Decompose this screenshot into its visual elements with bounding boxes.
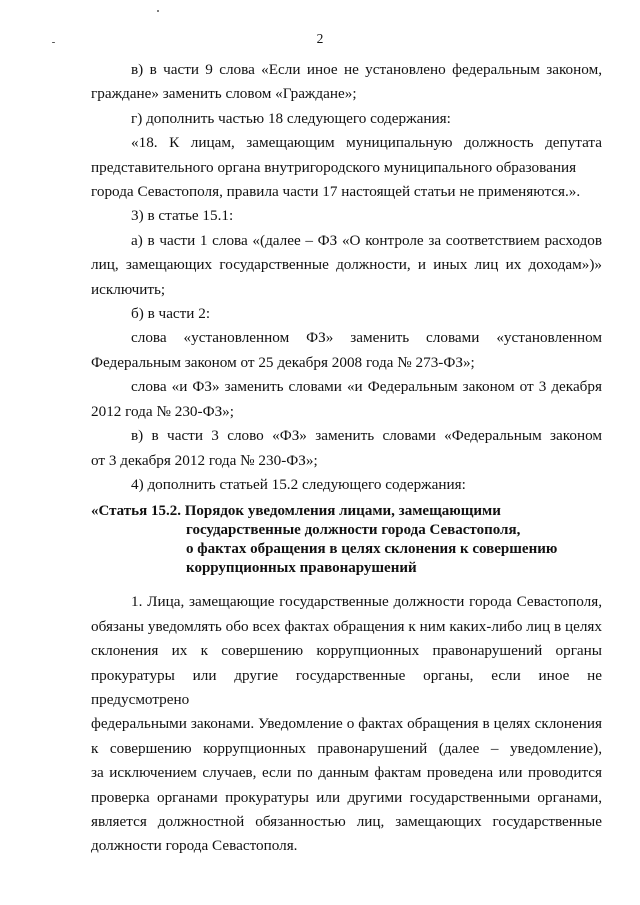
text-line xyxy=(91,737,602,761)
text-line: «18. К лицам, замещающим муниципальную должность депутата xyxy=(131,134,602,152)
text-line: обязаны уведомлять обо всех фактах обращения к ним каких-либо лиц в целях xyxy=(91,617,602,635)
text-line xyxy=(91,810,602,834)
text-line: слова «и ФЗ» заменить словами «и Федеральным законом от 3 декабря xyxy=(131,378,602,396)
text-line: от 3 декабря 2012 года № 230-ФЗ»; xyxy=(91,451,318,469)
part-18-quote xyxy=(91,131,602,155)
text-line xyxy=(91,761,602,785)
article-heading xyxy=(91,502,602,578)
text-line xyxy=(91,253,602,277)
text-line: лиц, замещающих государственные должности, и иных лиц их доходам»)» xyxy=(91,256,602,274)
text-line: представительного органа внутригородского муниципального образования xyxy=(91,158,577,176)
amendment-item-b: б) в части 2: xyxy=(131,305,211,323)
text-line: в) в части 9 слова «Если иное не установлено федеральным законом, xyxy=(131,61,602,78)
heading-line: о фактах обращения в целях склонения к совершению xyxy=(186,541,558,558)
article-part-1 xyxy=(91,590,602,614)
text-line: в) в части 3 слово «ФЗ» заменить словами «Федеральным законом xyxy=(131,427,602,445)
heading-line: государственные должности города Севастополя, xyxy=(186,522,521,539)
scan-speck xyxy=(157,10,159,12)
text-line: к совершению коррупционных правонарушений (далее – уведомление), xyxy=(91,739,602,757)
text-line: проверка органами прокуратуры или другими государственными органами, xyxy=(91,788,602,806)
text-line xyxy=(91,786,602,810)
text-line: за исключением случаев, если по данным фактам проведена или проводится xyxy=(91,764,602,782)
text-line: 1. Лица, замещающие государственные должности города Севастополя, xyxy=(131,593,602,611)
amendment-item-3: 3) в статье 15.1: xyxy=(131,207,234,225)
amendment-item-v-part-3 xyxy=(91,424,602,448)
text-line: города Севастополя, правила части 17 настоящей статьи не применяются.». xyxy=(91,183,581,201)
document-body xyxy=(91,58,602,859)
amendment-item-v-part-9 xyxy=(91,58,602,82)
page-number: 2 xyxy=(316,31,324,46)
text-line: исключить; xyxy=(91,280,166,298)
text-line xyxy=(91,639,602,663)
text-line: должности города Севастополя. xyxy=(91,837,298,855)
text-line xyxy=(91,712,602,736)
text-line: слова «установленном ФЗ» заменить словами «установленном xyxy=(131,329,602,347)
amendment-item-g: г) дополнить частью 18 следующего содержания: xyxy=(131,109,451,127)
heading-line: «Статья 15.2. Порядок уведомления лицами, замещающими xyxy=(91,503,501,520)
text-line: а) в части 1 слова «(далее – ФЗ «О контроле за соответствием расходов xyxy=(131,231,602,249)
text-line: Федеральным законом от 25 декабря 2008 года № 273-ФЗ»; xyxy=(91,353,475,371)
text-line: склонения их к совершению коррупционных правонарушений органы xyxy=(91,642,602,660)
text-line: 2012 года № 230-ФЗ»; xyxy=(91,402,234,420)
amendment-item-b-words-2 xyxy=(91,375,602,399)
text-line xyxy=(91,664,602,713)
heading-line: коррупционных правонарушений xyxy=(186,560,417,577)
amendment-item-b-words-1 xyxy=(91,326,602,350)
text-line: является должностной обязанностью лиц, замещающих государственные xyxy=(91,812,602,830)
text-line: прокуратуры или другие государственные органы, если иное не предусмотрено xyxy=(91,666,602,708)
text-line xyxy=(91,615,602,639)
amendment-item-a xyxy=(91,229,602,253)
text-line: федеральными законами. Уведомление о фактах обращения в целях склонения xyxy=(91,715,602,733)
text-line: граждане» заменить словом «Граждане»; xyxy=(91,85,357,103)
amendment-item-4: 4) дополнить статьей 15.2 следующего содержания: xyxy=(131,475,466,493)
